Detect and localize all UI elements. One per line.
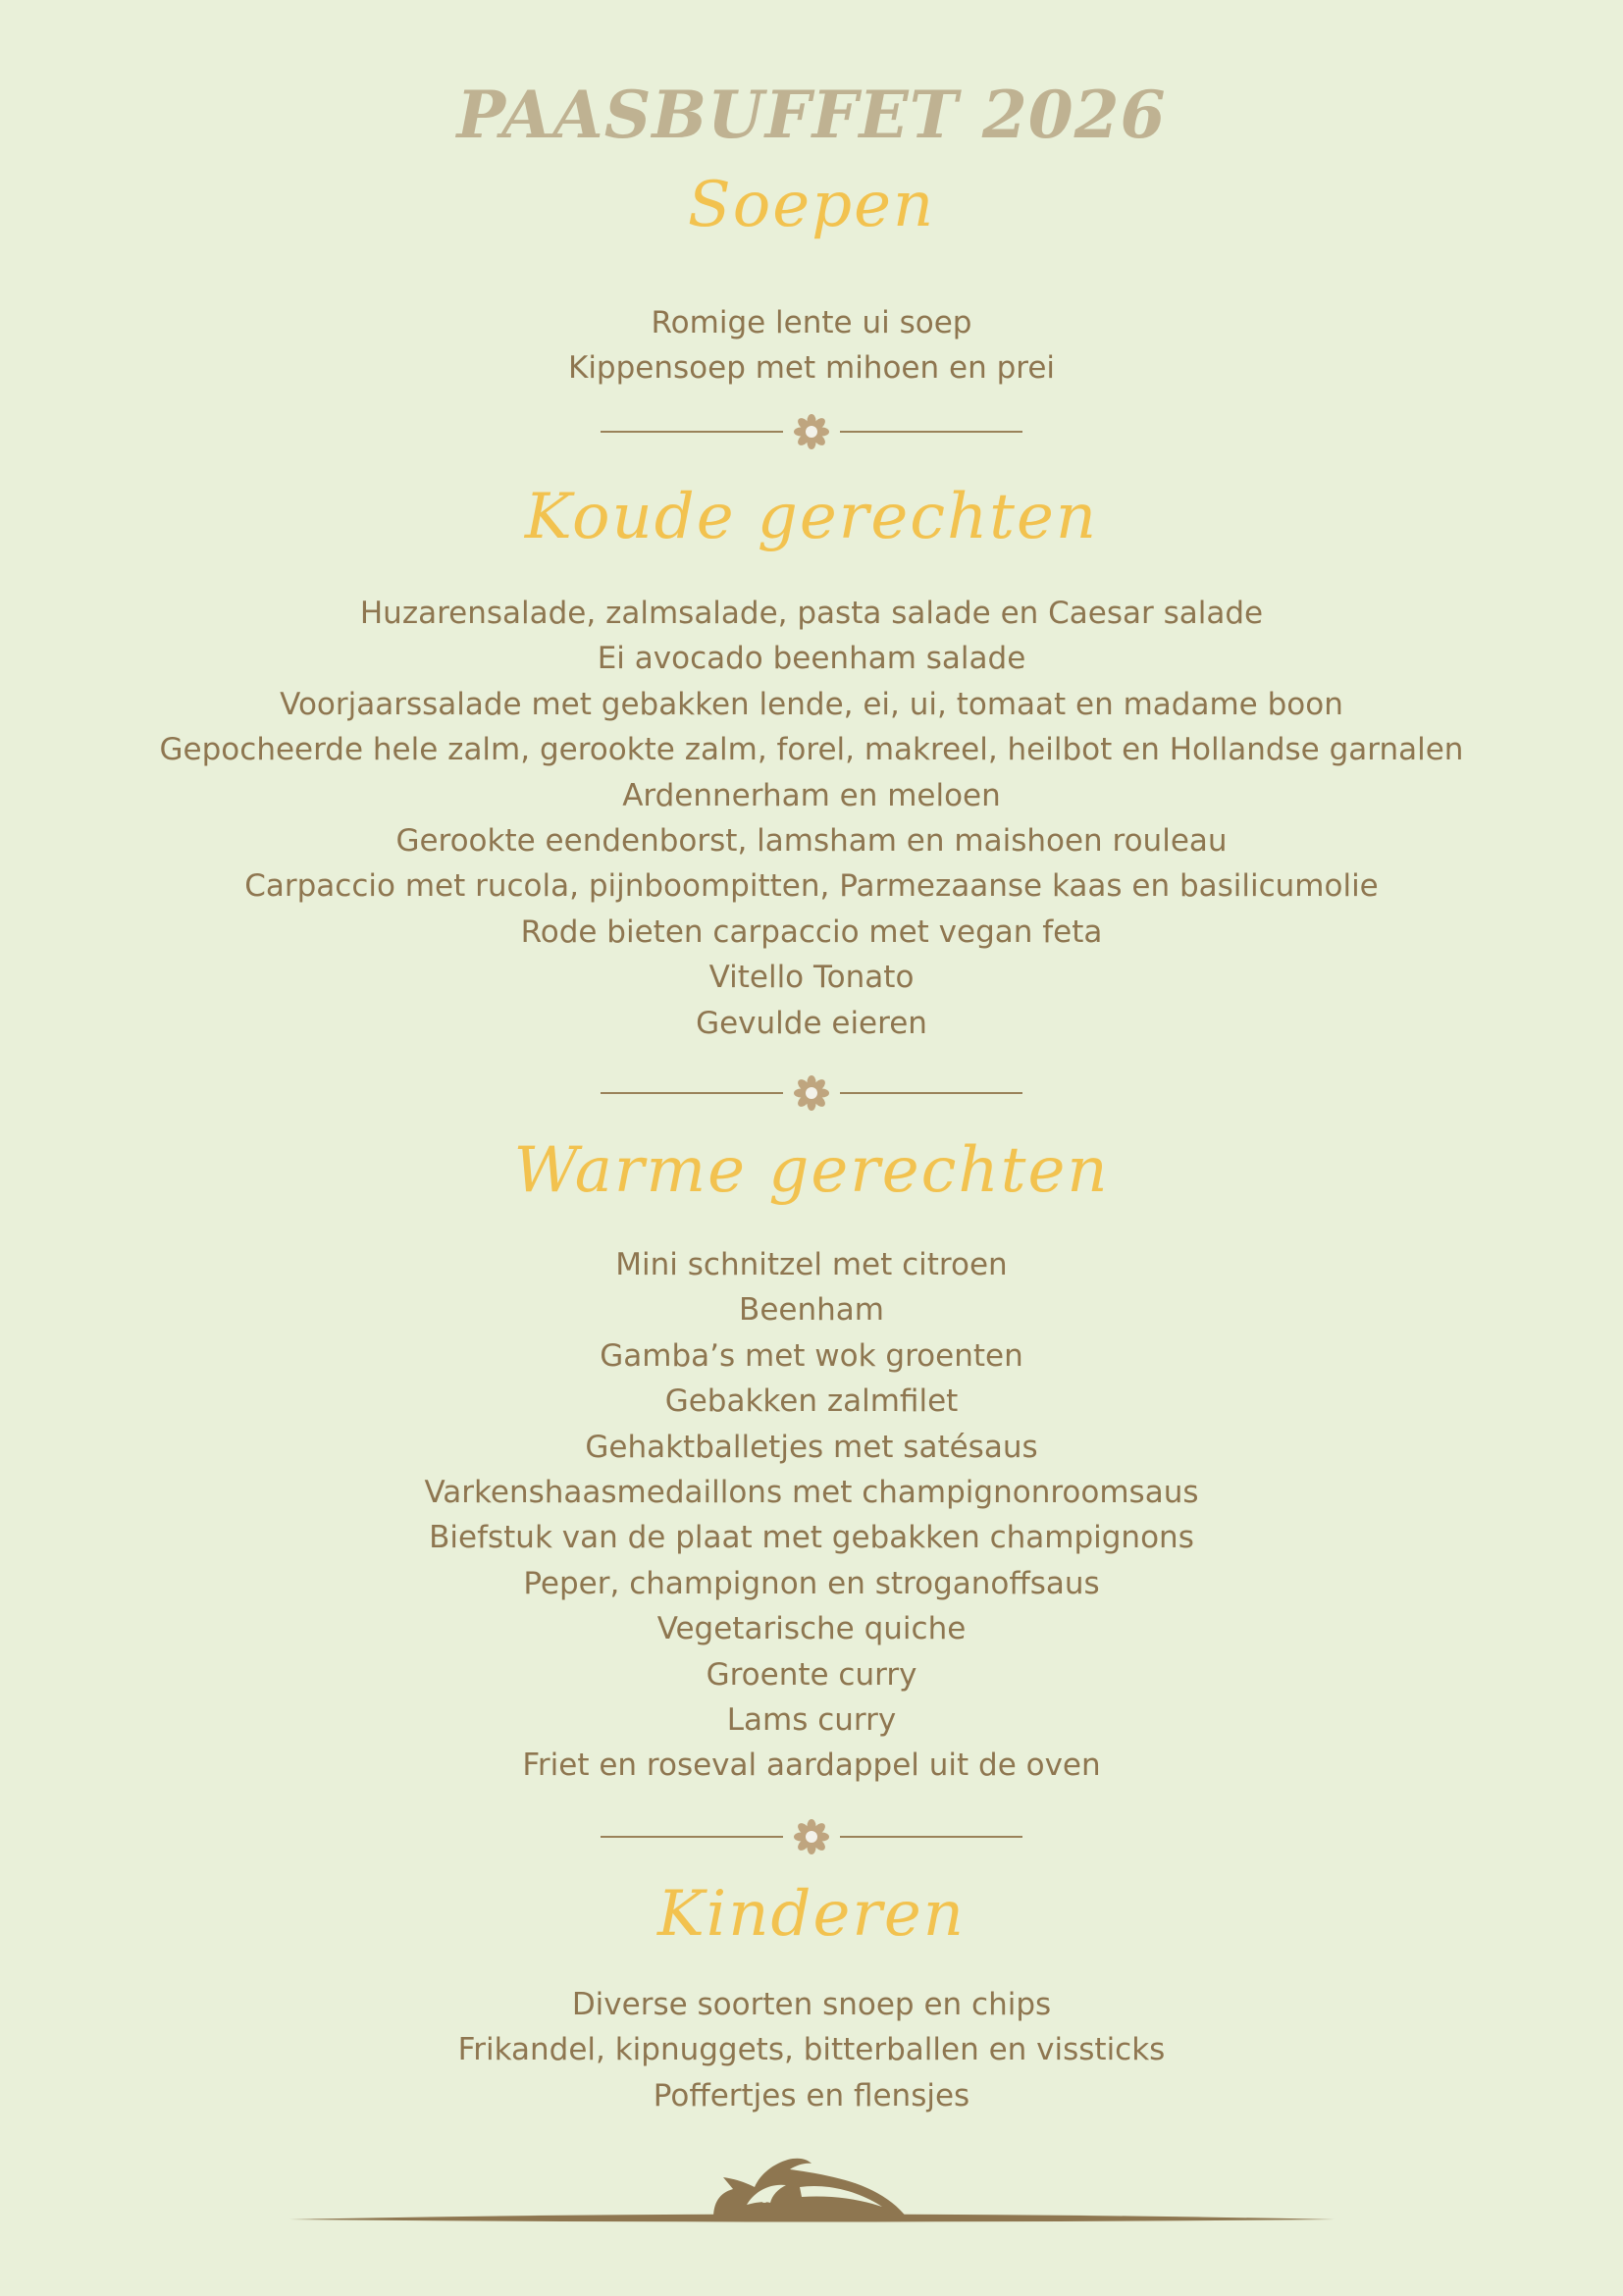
divider-line-right [840,1836,1022,1838]
divider-line-left [601,431,783,433]
divider-line-left [601,1836,783,1838]
menu-item: Carpaccio met rucola, pijnboompitten, Parmezaanse kaas en basilicumolie [244,868,1379,905]
divider-3 [601,1817,1022,1856]
menu-item: Voorjaarssalade met gebakken lende, ei, ui, tomaat en madame boon [280,686,1343,722]
menu-item: Peper, champignon en stroganoffsaus [523,1565,1100,1601]
flower-icon [792,412,831,451]
menu-item: Vitello Tonato [708,960,915,996]
section-heading-soepen: Soepen [687,169,936,241]
menu-item: Varkenshaasmedaillons met champignonroomsaus [424,1474,1199,1510]
menu-item: Mini schnitzel met citroen [615,1247,1008,1282]
toucan-logo [289,2154,1335,2224]
menu-item: Lams curry [726,1701,897,1738]
section-list-warme-gerechten [0,1242,1623,1789]
menu-item: Gebakken zalmfilet [664,1383,959,1420]
menu-item: Beenham [739,1292,884,1329]
menu-item: Poffertjes en flensjes [653,2077,970,2113]
section-list-koude-gerechten [0,591,1623,1046]
menu-item: Gevulde eieren [696,1005,927,1041]
menu-item: Gehaktballetjes met satésaus [585,1429,1038,1465]
page-title: PAASBUFFET 2026 [456,77,1167,153]
menu-item: Gepocheerde hele zalm, gerookte zalm, forel, makreel, heilbot en Hollandse garnalen [159,732,1464,768]
menu-item: Groente curry [706,1656,917,1693]
section-heading-warme-gerechten: Warme gerechten [513,1134,1110,1207]
section-heading-koude-gerechten: Koude gerechten [524,481,1099,553]
menu-item: Vegetarische quiche [656,1611,967,1647]
menu-item: Ardennerham en meloen [622,777,1001,813]
menu-item: Romige lente ui soep [651,305,972,340]
divider-line-right [840,431,1022,433]
menu-item: Biefstuk van de plaat met gebakken champignons [429,1520,1194,1556]
menu-item: Ei avocado beenham salade [597,641,1026,677]
menu-item: Huzarensalade, zalmsalade, pasta salade en Caesar salade [359,596,1264,631]
menu-item: Rode bieten carpaccio met vegan feta [520,913,1103,950]
divider-line-left [601,1092,783,1094]
section-heading-kinderen: Kinderen [656,1878,967,1951]
section-list-kinderen [0,1982,1623,2118]
divider-1 [601,412,1022,451]
menu-item: Frikandel, kipnuggets, bitterballen en vissticks [457,2032,1166,2068]
flower-icon [792,1817,831,1856]
menu-item: Gerookte eendenborst, lamsham en maishoen rouleau [395,822,1228,859]
menu-item: Kippensoep met mihoen en prei [567,350,1055,387]
flower-icon [792,1073,831,1113]
divider-2 [601,1073,1022,1113]
menu-item: Gamba’s met wok groenten [600,1337,1023,1374]
menu-item: Diverse soorten snoep en chips [571,1987,1052,2022]
section-list-soepen [0,300,1623,391]
divider-line-right [840,1092,1022,1094]
menu-item: Friet en roseval aardappel uit de oven [522,1748,1101,1784]
